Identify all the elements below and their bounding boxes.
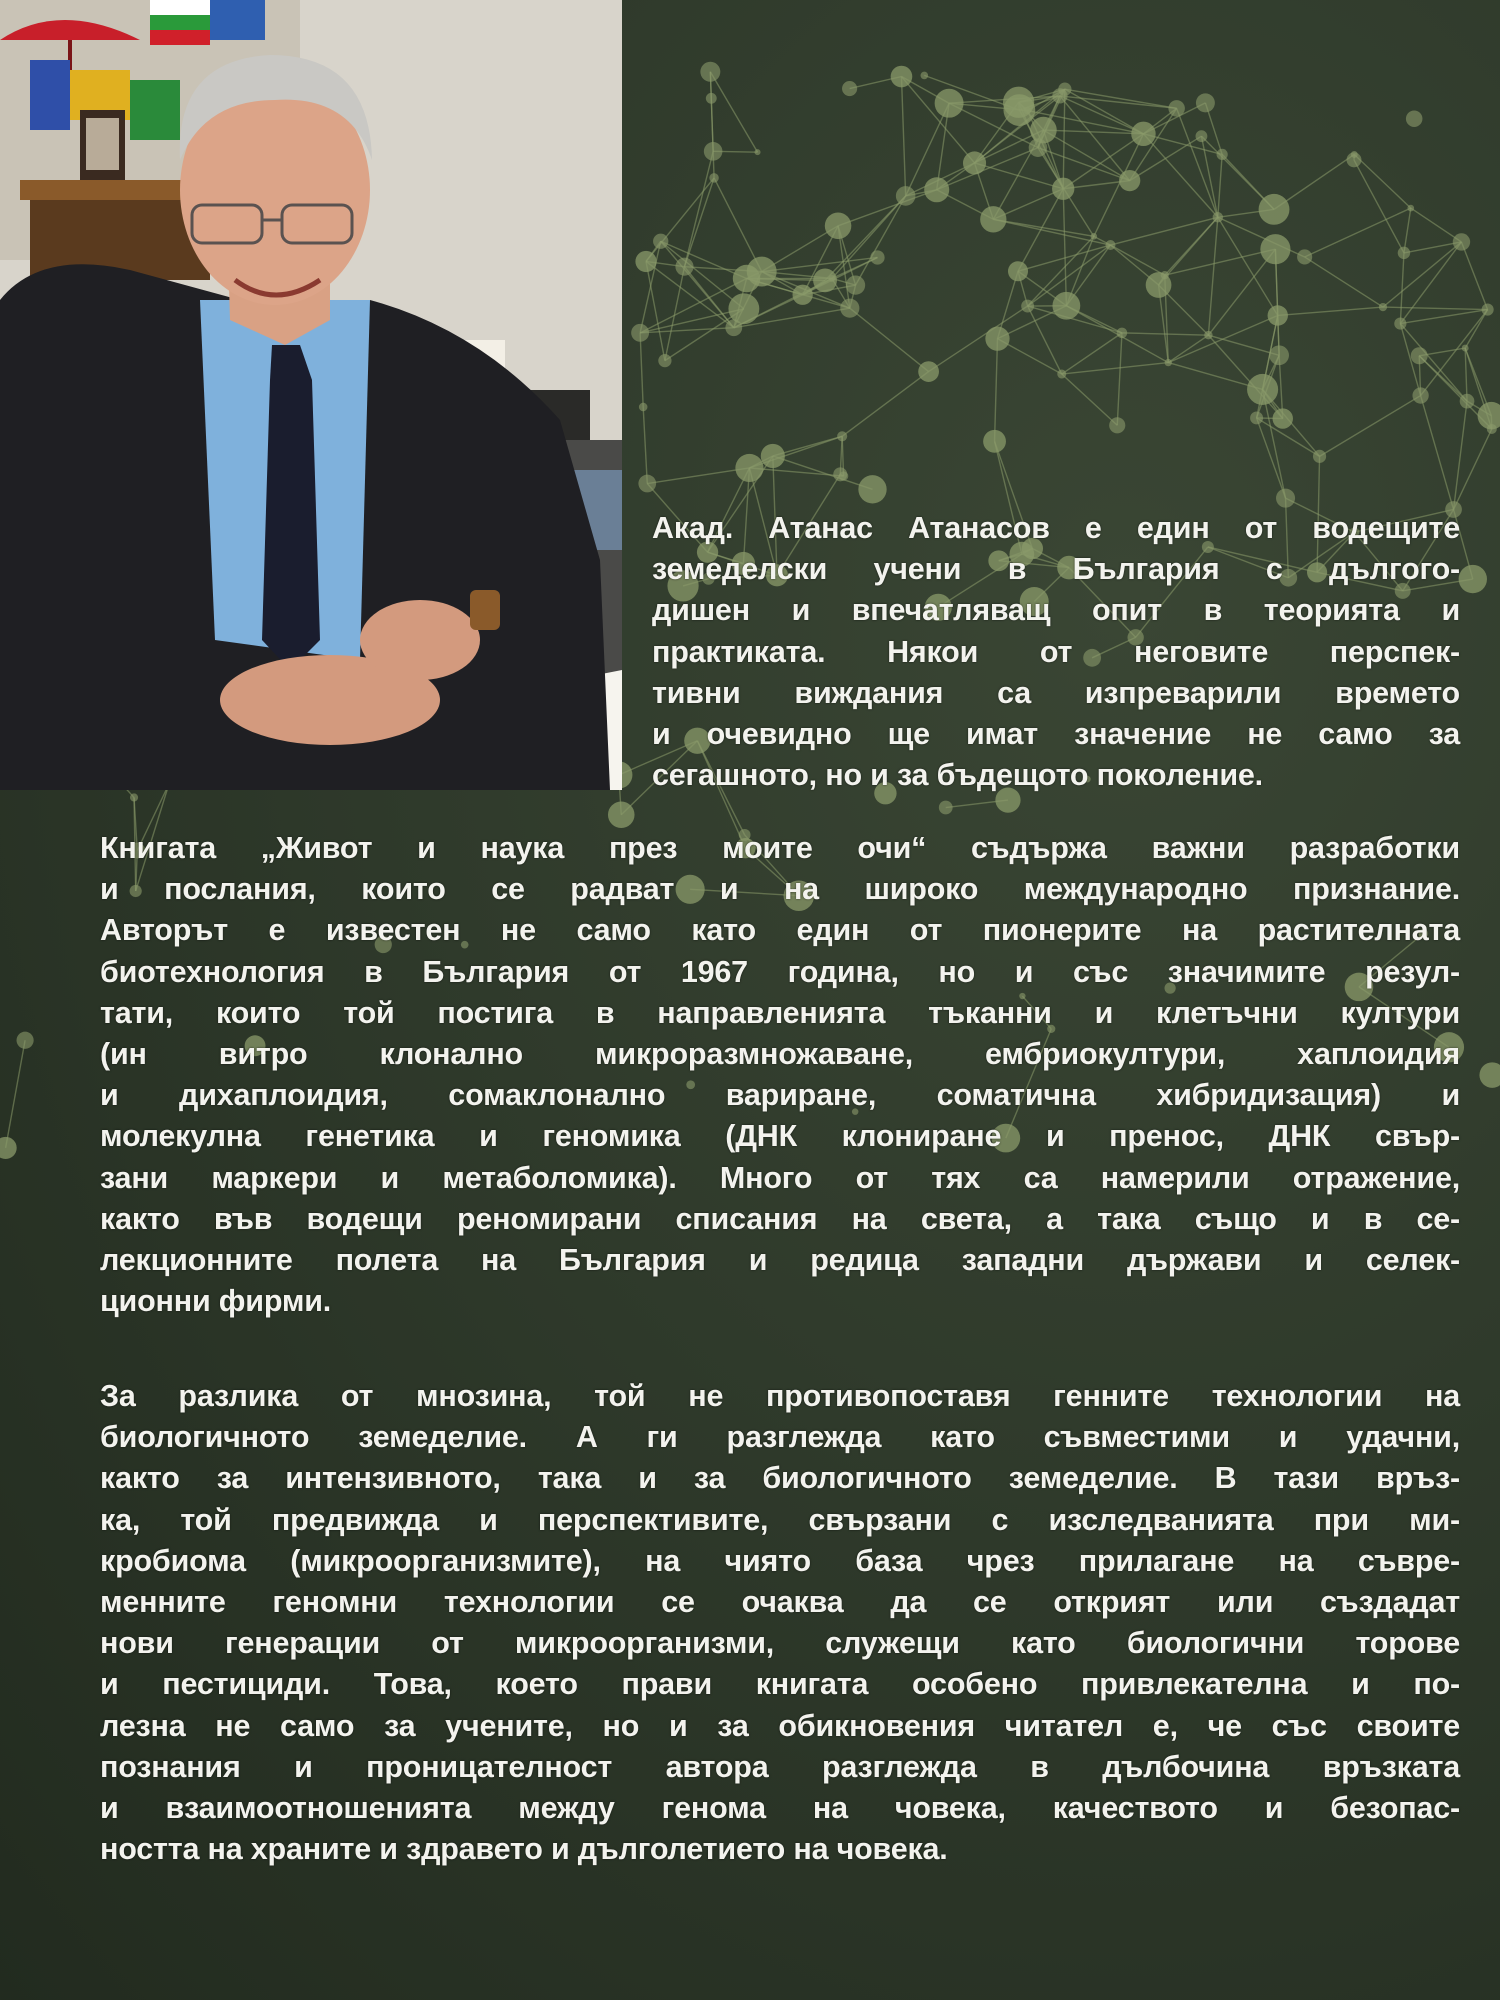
network-node: [755, 149, 761, 155]
network-node: [1313, 450, 1326, 463]
network-node: [1276, 489, 1295, 508]
text-line: Книгата „Живот и наука през моите очи“ съдържа важни разработки: [100, 831, 1460, 865]
network-node: [635, 251, 656, 272]
network-node: [747, 257, 777, 287]
intro-paragraph: [652, 508, 1460, 796]
network-node: [1407, 205, 1414, 212]
text-line: менните геномни технологии се очаква да се открият или създадат: [100, 1585, 1460, 1620]
network-node: [1460, 394, 1475, 409]
network-node: [858, 475, 886, 503]
network-node: [709, 173, 718, 182]
network-node: [793, 285, 813, 305]
text-line: биологичното земеделие. А ги разглежда като съвместими и удачни,: [100, 1420, 1460, 1455]
network-node: [1052, 88, 1067, 103]
network-node: [1269, 345, 1289, 365]
text-line: дишен и впечатляващ опит в теорията и: [652, 593, 1460, 628]
network-node: [1003, 87, 1034, 118]
network-node: [1398, 247, 1410, 259]
network-node: [1196, 93, 1215, 112]
network-node: [17, 1032, 34, 1049]
text-line: и дихаплоидия, сомаклонално вариране, соматична хибридизация) и: [100, 1078, 1460, 1113]
text-line: (ин витро клонално микроразмножаване, ембриокултури, хаплоидия: [100, 1037, 1460, 1072]
text-line: ността на храните и здравето и дълголетието на човека.: [100, 1832, 948, 1867]
text-line: както във водещи реномирани списания на света, а така също и в се-: [100, 1201, 1460, 1236]
network-node: [1247, 374, 1278, 405]
text-line: зани маркери и метаболомика). Много от тях са намерили отражение,: [100, 1160, 1460, 1195]
network-node: [1482, 304, 1494, 316]
network-node: [735, 454, 763, 482]
network-node: [1196, 130, 1208, 142]
network-node: [704, 142, 723, 161]
text-line: тивни виждания са изпреварили времето: [652, 675, 1460, 710]
network-node: [1052, 292, 1080, 320]
network-node: [1109, 417, 1125, 433]
network-node: [985, 327, 1009, 351]
network-node: [1029, 138, 1048, 157]
network-node: [1347, 152, 1362, 167]
network-node: [1168, 100, 1184, 116]
network-node: [1105, 240, 1115, 250]
network-node: [1091, 233, 1098, 240]
author-photo: [0, 0, 622, 790]
text-line: лезна не само за учените, но и за обикновения читател е, че със своите: [100, 1708, 1460, 1743]
network-node: [0, 1137, 17, 1159]
text-line: и очевидно ще имат значение не само за: [652, 717, 1460, 752]
network-node: [870, 250, 884, 264]
network-node: [1379, 303, 1387, 311]
network-node: [980, 206, 1006, 232]
network-node: [896, 186, 916, 206]
network-node: [1268, 305, 1288, 325]
network-node: [1453, 233, 1470, 250]
network-node: [1008, 261, 1028, 281]
book-description-paragraph: [100, 828, 1460, 1322]
network-node: [935, 89, 964, 118]
network-node: [829, 275, 836, 282]
text-line: молекулна генетика и геномика (ДНК клониране и пренос, ДНК свър-: [100, 1119, 1460, 1154]
network-node: [924, 177, 949, 202]
network-node: [761, 444, 785, 468]
text-line: както за интензивното, така и за биологичното земеделие. В тази връз-: [100, 1461, 1460, 1496]
network-node: [706, 93, 717, 104]
network-node: [983, 430, 1006, 453]
network-node: [840, 299, 859, 318]
network-node: [639, 403, 648, 412]
text-line: познания и проницателност автора разглежда в дълбочина връзката: [100, 1749, 1460, 1784]
network-node: [1394, 318, 1406, 330]
network-node: [1479, 1062, 1500, 1088]
network-node: [1213, 212, 1223, 222]
network-node: [1297, 249, 1312, 264]
network-node: [833, 467, 847, 481]
network-node: [1487, 424, 1497, 434]
network-node: [653, 234, 668, 249]
network-node: [1259, 194, 1290, 225]
network-node: [921, 72, 929, 80]
network-node: [1250, 411, 1263, 424]
text-line: За разлика от мнозина, той не противопоставя генните технологии на: [100, 1379, 1460, 1413]
network-node: [918, 361, 939, 382]
network-node: [675, 258, 693, 276]
network-node: [1260, 234, 1290, 264]
text-line: Акад. Атанас Атанасов е един от водещите: [652, 511, 1460, 545]
network-node: [1057, 370, 1066, 379]
text-line: земеделски учени в България с дългого-: [652, 552, 1460, 587]
text-line: и взаимоотношенията между генома на човека, качеството и безопас-: [100, 1791, 1460, 1826]
text-line: Авторът е известен не само като един от пионерите на растителната: [100, 913, 1460, 948]
text-line: лекционните полета на България и редица западни държави и селек-: [100, 1243, 1460, 1278]
network-node: [658, 354, 671, 367]
network-node: [825, 213, 852, 240]
text-line: и пестициди. Това, което прави книгата особено привлекателна и по-: [100, 1667, 1460, 1702]
network-node: [1052, 178, 1074, 200]
network-node: [891, 66, 913, 88]
network-node: [1217, 149, 1228, 160]
network-node: [1131, 122, 1155, 146]
network-node: [631, 324, 649, 342]
text-line: кробиома (микроорганизмите), на чиято база чрез прилагане на съвре-: [100, 1543, 1460, 1578]
text-line: практиката. Някои от неговите перспек-: [652, 634, 1460, 669]
network-node: [725, 319, 742, 336]
text-line: сегашното, но и за бъдещото поколение.: [652, 758, 1263, 793]
network-node: [1459, 565, 1487, 593]
text-line: ка, той предвижда и перспективите, свързани с изследванията при ми-: [100, 1502, 1460, 1537]
network-node: [1462, 345, 1469, 352]
closing-paragraph: [100, 1376, 1460, 1870]
network-node: [130, 793, 138, 801]
network-node: [1273, 408, 1293, 428]
network-node: [837, 431, 847, 441]
text-line: нови генерации от микроорганизми, служещи като биологични торове: [100, 1626, 1460, 1661]
network-node: [1411, 347, 1428, 364]
network-node: [1406, 110, 1423, 127]
text-line: ционни фирми.: [100, 1284, 332, 1319]
network-node: [700, 62, 720, 82]
network-node: [1119, 170, 1140, 191]
network-node: [1161, 271, 1169, 279]
network-node: [1204, 331, 1212, 339]
network-node: [939, 801, 953, 815]
network-node: [608, 801, 635, 828]
network-node: [963, 151, 986, 174]
network-node: [846, 276, 865, 295]
network-node: [1021, 300, 1034, 313]
network-node: [1117, 328, 1128, 339]
network-node: [1165, 359, 1172, 366]
network-node: [1412, 387, 1428, 403]
network-node: [842, 81, 857, 96]
text-line: биотехнология в България от 1967 година, но и със значимите резул-: [100, 954, 1460, 989]
text-line: и послания, които се радват и на широко международно признание.: [100, 872, 1460, 907]
network-node: [638, 475, 656, 493]
text-line: тати, които той постига в направленията тъканни и клетъчни култури: [100, 995, 1460, 1030]
